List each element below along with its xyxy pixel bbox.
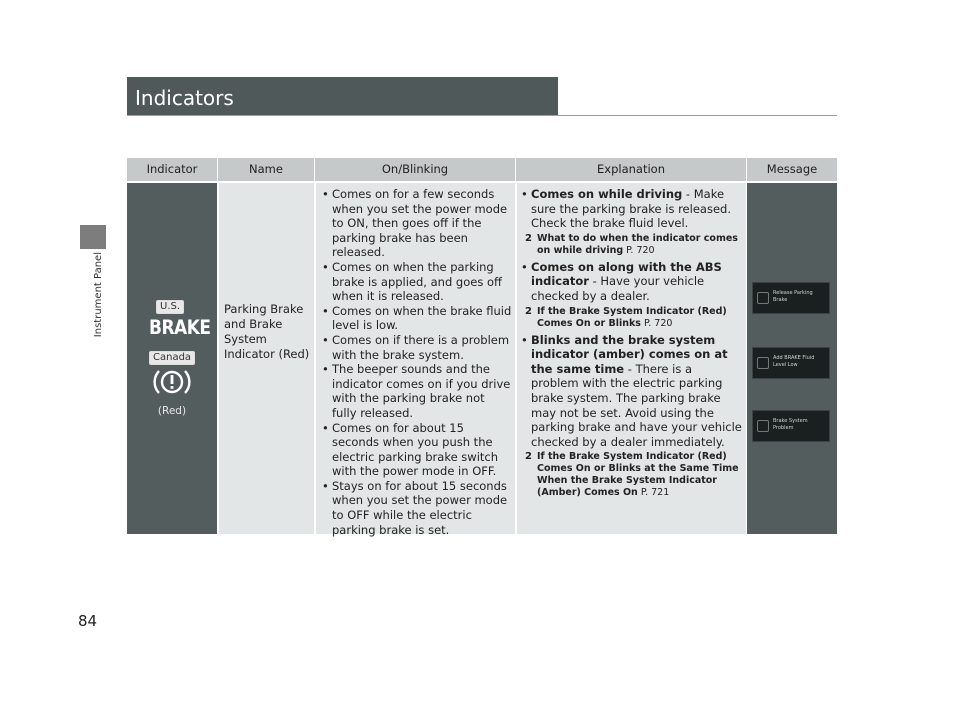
explanation-heading: Comes on along with the ABS indicator bbox=[531, 259, 722, 289]
list-item: • Stays on for about 15 seconds when you set the power mode to OFF while the electric parking brake is set. bbox=[320, 479, 512, 537]
table-header bbox=[127, 158, 837, 181]
warning-icon bbox=[757, 420, 769, 432]
list-item: • Comes on for a few seconds when you set the power mode to ON, then goes off if the parking brake has been released. bbox=[320, 187, 512, 260]
header-indicator: Indicator bbox=[146, 162, 198, 176]
explanation-text: - There is a problem with the electric parking brake system. The parking brake may not be set. Avoid using the parking brake and have your vehicle checked by a dealer immediately. bbox=[531, 361, 742, 449]
indicator-name: Parking Brake and Brake System Indicator (Red) bbox=[224, 302, 310, 361]
reference-arrow-icon: 2 bbox=[525, 305, 532, 317]
explanation-heading: Comes on while driving bbox=[531, 187, 683, 201]
reference-page: P. 721 bbox=[637, 487, 670, 499]
list-item: • Comes on when the parking brake is applied, and goes off when it is released. bbox=[320, 260, 512, 304]
badge-us: U.S. bbox=[156, 300, 184, 314]
circle-exclamation-icon bbox=[151, 365, 193, 399]
explanation-item bbox=[521, 333, 743, 450]
cross-reference[interactable] bbox=[525, 232, 743, 257]
explanation-heading: Blinks and the brake system indicator (amber) comes on at the same time bbox=[531, 332, 728, 376]
list-item: • The beeper sounds and the indicator comes on if you drive with the parking brake not fully released. bbox=[320, 362, 512, 420]
cross-reference[interactable] bbox=[525, 305, 743, 330]
reference-title: If the Brake System Indicator (Red) Comes On or Blinks at the Same Time When the Brake System Indicator (Amber) Comes On bbox=[537, 451, 739, 499]
column-divider bbox=[515, 183, 517, 534]
column-divider bbox=[217, 183, 219, 534]
reference-arrow-icon: 2 bbox=[525, 232, 532, 244]
message-text: Add BRAKE Fluid Level Low bbox=[773, 355, 815, 368]
color-note: (Red) bbox=[157, 405, 187, 417]
warning-icon bbox=[757, 357, 769, 369]
reference-title: If the Brake System Indicator (Red) Comes On or Blinks bbox=[537, 305, 727, 329]
section-label: Instrument Panel bbox=[93, 252, 104, 338]
section-tab bbox=[80, 225, 106, 249]
message-screen bbox=[752, 347, 830, 379]
header-message: Message bbox=[766, 162, 818, 176]
list-item: • Comes on if there is a problem with the brake system. bbox=[320, 333, 512, 362]
header-explanation: Explanation bbox=[597, 162, 665, 176]
header-name: Name bbox=[249, 162, 283, 176]
header-on-blinking: On/Blinking bbox=[381, 162, 449, 176]
column-divider bbox=[314, 183, 316, 534]
list-item: • Comes on when the brake fluid level is low. bbox=[320, 304, 512, 333]
reference-page: P. 720 bbox=[623, 244, 655, 256]
explanation-text: - Have your vehicle checked by a dealer. bbox=[531, 274, 705, 303]
indicator-cell bbox=[127, 183, 217, 534]
reference-arrow-icon: 2 bbox=[525, 451, 532, 463]
message-text: Brake System Problem bbox=[773, 418, 808, 431]
table-row bbox=[127, 183, 837, 537]
explanation-item bbox=[521, 187, 743, 231]
explanation-cell bbox=[521, 187, 743, 502]
cross-reference[interactable] bbox=[525, 451, 743, 499]
on-blinking-list bbox=[320, 187, 512, 537]
message-screen bbox=[752, 282, 830, 314]
message-screen bbox=[752, 410, 830, 442]
message-text: Release Parking Brake bbox=[773, 290, 813, 303]
page-title: Indicators bbox=[135, 86, 234, 110]
list-item: • Comes on for about 15 seconds when you push the electric parking brake switch with the power mode in OFF. bbox=[320, 421, 512, 479]
reference-title: What to do when the indicator comes on while driving bbox=[537, 232, 738, 256]
brake-text-symbol: BRAKE bbox=[149, 316, 211, 340]
header-divider bbox=[217, 158, 218, 181]
badge-canada: Canada bbox=[149, 351, 195, 365]
explanation-item bbox=[521, 260, 743, 304]
title-rule bbox=[127, 115, 837, 116]
page-number: 84 bbox=[78, 612, 98, 630]
explanation-text: - Make sure the parking brake is released. Check the brake fluid level. bbox=[531, 187, 731, 231]
reference-page: P. 720 bbox=[640, 317, 673, 329]
warning-icon bbox=[757, 292, 769, 304]
